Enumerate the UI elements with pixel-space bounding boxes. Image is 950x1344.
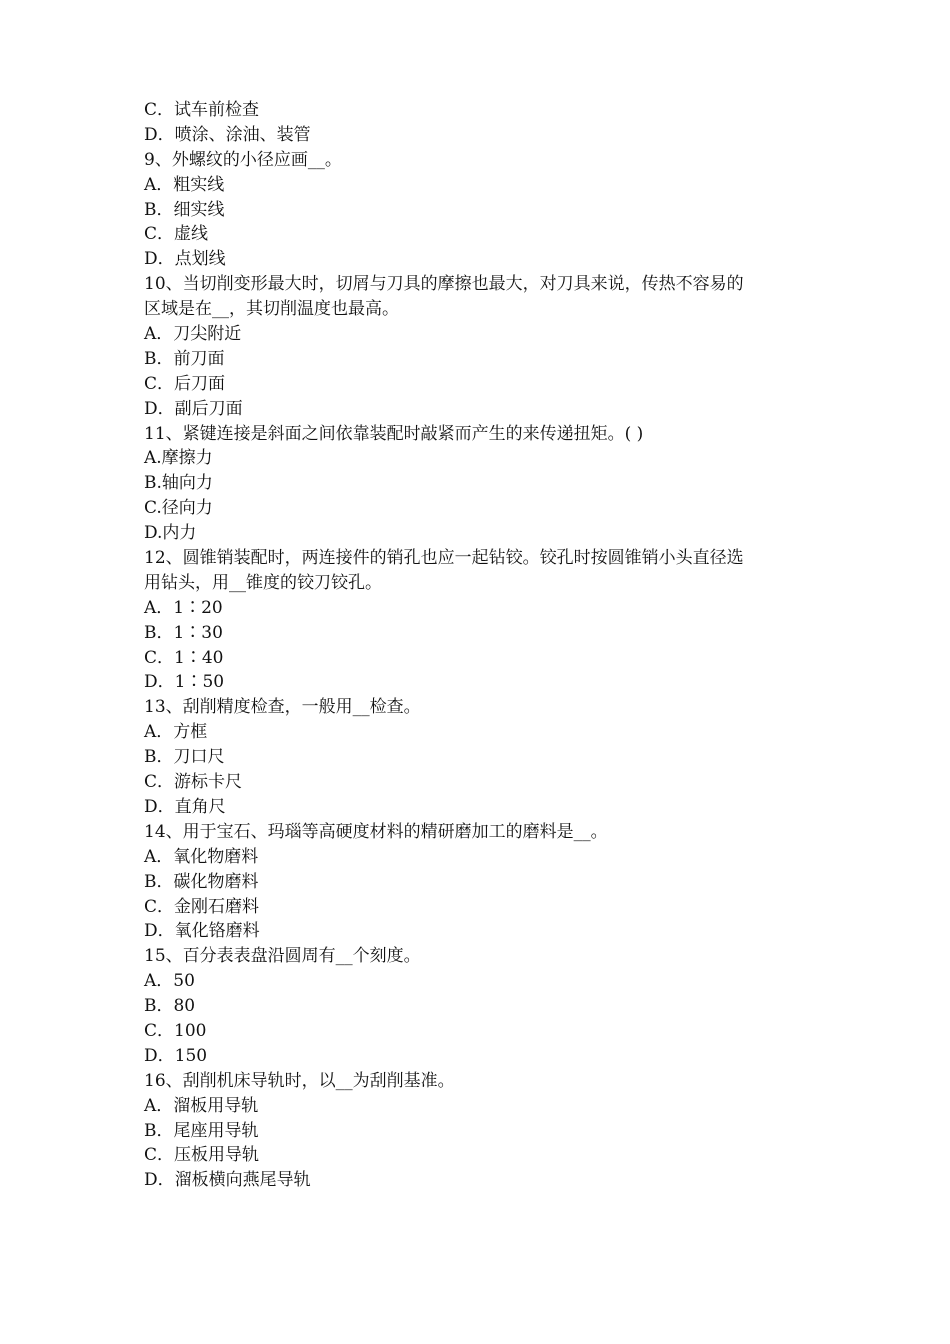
option-line: C．100: [144, 1020, 207, 1041]
question-line: 9、外螺纹的小径应画__。: [144, 149, 342, 170]
option-line: A．溜板用导轨: [144, 1095, 259, 1116]
option-line: A．粗实线: [144, 174, 225, 195]
question-line: 14、用于宝石、玛瑙等高硬度材料的精研磨加工的磨料是__。: [144, 821, 608, 842]
question-line: 15、百分表表盘沿圆周有__个刻度。: [144, 946, 421, 967]
option-line: D．150: [144, 1045, 208, 1066]
question-line: 11、紧键连接是斜面之间依靠装配时敲紧而产生的来传递扭矩。( ): [144, 423, 644, 444]
option-line: B．前刀面: [144, 348, 225, 369]
question-line: 10、当切削变形最大时，切屑与刀具的摩擦也最大，对刀具来说，传热不容易的: [144, 274, 744, 295]
option-line: B．1∶30: [144, 622, 223, 643]
text-line: 用钻头，用__锥度的铰刀铰孔。: [144, 572, 382, 593]
question-line: 16、刮削机床导轨时，以__为刮削基准。: [144, 1070, 455, 1091]
option-line: D．1∶50: [144, 672, 225, 693]
option-line: D．氧化铬磨料: [144, 921, 260, 942]
option-line: D．副后刀面: [144, 398, 243, 419]
option-line: D．喷涂、涂油、装管: [144, 124, 311, 145]
option-line: B.轴向力: [144, 473, 213, 494]
option-line: A．1∶20: [144, 597, 223, 618]
option-line: C．游标卡尺: [144, 772, 243, 793]
option-line: C．试车前检查: [144, 100, 260, 120]
option-line: D．点划线: [144, 249, 226, 270]
option-line: A.摩擦力: [144, 448, 213, 469]
option-line: B．刀口尺: [144, 747, 225, 768]
option-line: C．1∶40: [144, 647, 224, 668]
option-line: C.径向力: [144, 498, 213, 519]
option-line: C．后刀面: [144, 373, 226, 394]
text-line: 区域是在__，其切削温度也最高。: [144, 299, 399, 320]
option-line: A．氧化物磨料: [144, 846, 259, 867]
option-line: C．虚线: [144, 224, 209, 245]
option-line: B．80: [144, 996, 196, 1017]
option-line: A．刀尖附近: [144, 324, 242, 345]
option-line: B．细实线: [144, 199, 225, 220]
option-line: B．尾座用导轨: [144, 1120, 259, 1141]
question-line: 12、圆锥销装配时，两连接件的销孔也应一起钻铰。铰孔时按圆锥销小头直径选: [144, 548, 744, 569]
option-line: B．碳化物磨料: [144, 871, 259, 892]
option-line: C．压板用导轨: [144, 1145, 260, 1166]
question-line: 13、刮削精度检查，一般用__检查。: [144, 697, 421, 718]
option-line: D.内力: [144, 523, 197, 544]
question-list: [144, 98, 824, 1193]
option-line: D．溜板横向燕尾导轨: [144, 1170, 311, 1191]
option-line: D．直角尺: [144, 796, 226, 817]
option-line: A．方框: [144, 722, 208, 743]
option-line: C．金刚石磨料: [144, 896, 260, 917]
option-line: A．50: [144, 971, 195, 992]
